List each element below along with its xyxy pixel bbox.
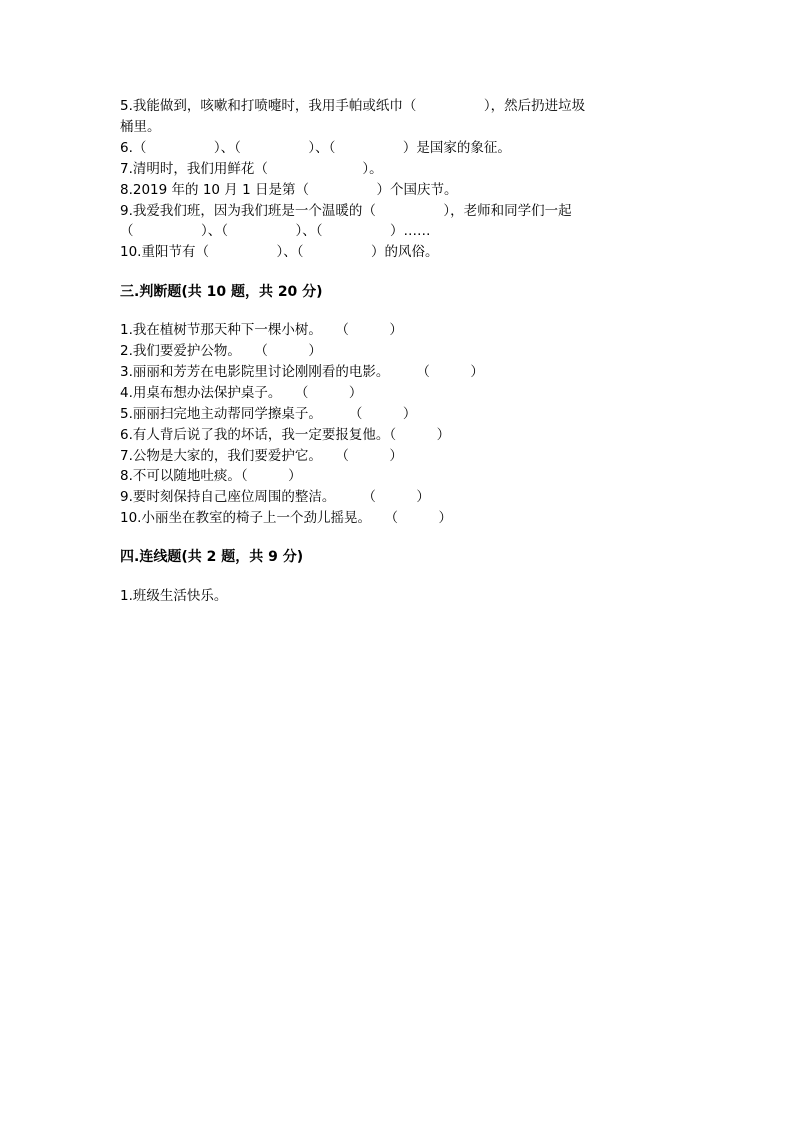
- judgement-item-9: 9.要时刻保持自己座位周围的整洁。 （ ）: [120, 489, 430, 505]
- judgement-item-2: 2.我们要爱护公物。 （ ）: [120, 343, 322, 359]
- judgement-item-6: 6.有人背后说了我的坏话，我一定要报复他。（ ）: [120, 427, 451, 443]
- judgement-item-5: 5.丽丽扫完地主动帮同学擦桌子。 （ ）: [120, 406, 417, 422]
- matching-heading: 四.连线题(共 2 题，共 9 分): [120, 549, 304, 565]
- judgement-item-3: 3.丽丽和芳芳在电影院里讨论刚刚看的电影。 （ ）: [120, 364, 484, 380]
- fill-blank-item-8: 8.2019 年的 10 月 1 日是第（ ）个国庆节。: [120, 182, 458, 198]
- judgement-item-7: 7.公物是大家的，我们要爱护它。 （ ）: [120, 448, 403, 464]
- fill-blank-item-10: 10.重阳节有（ ）、（ ）的风俗。: [120, 244, 439, 260]
- matching-item-1: 1.班级生活快乐。: [120, 588, 228, 604]
- fill-blank-item-9-line-1: 9.我爱我们班，因为我们班是一个温暖的（ ），老师和同学们一起: [120, 203, 572, 219]
- judgement-item-10: 10.小丽坐在教室的椅子上一个劲儿摇晃。 （ ）: [120, 510, 452, 526]
- judgement-item-8: 8.不可以随地吐痰。（ ）: [120, 468, 302, 484]
- judgement-heading: 三.判断题(共 10 题，共 20 分): [120, 284, 323, 300]
- fill-blank-item-9-line-2: （ ）、（ ）、（ ）……: [120, 223, 431, 239]
- fill-blank-item-5-line-1: 5.我能做到，咳嗽和打喷嚏时，我用手帕或纸巾（ ），然后扔进垃圾: [120, 98, 586, 114]
- judgement-item-1: 1.我在植树节那天种下一棵小树。 （ ）: [120, 322, 403, 338]
- judgement-item-4: 4.用桌布想办法保护桌子。 （ ）: [120, 385, 363, 401]
- fill-blank-item-6: 6.（ ）、（ ）、（ ）是国家的象征。: [120, 140, 511, 156]
- fill-blank-item-7: 7.清明时，我们用鲜花（ ）。: [120, 161, 383, 177]
- fill-blank-item-5-line-2: 桶里。: [120, 119, 161, 135]
